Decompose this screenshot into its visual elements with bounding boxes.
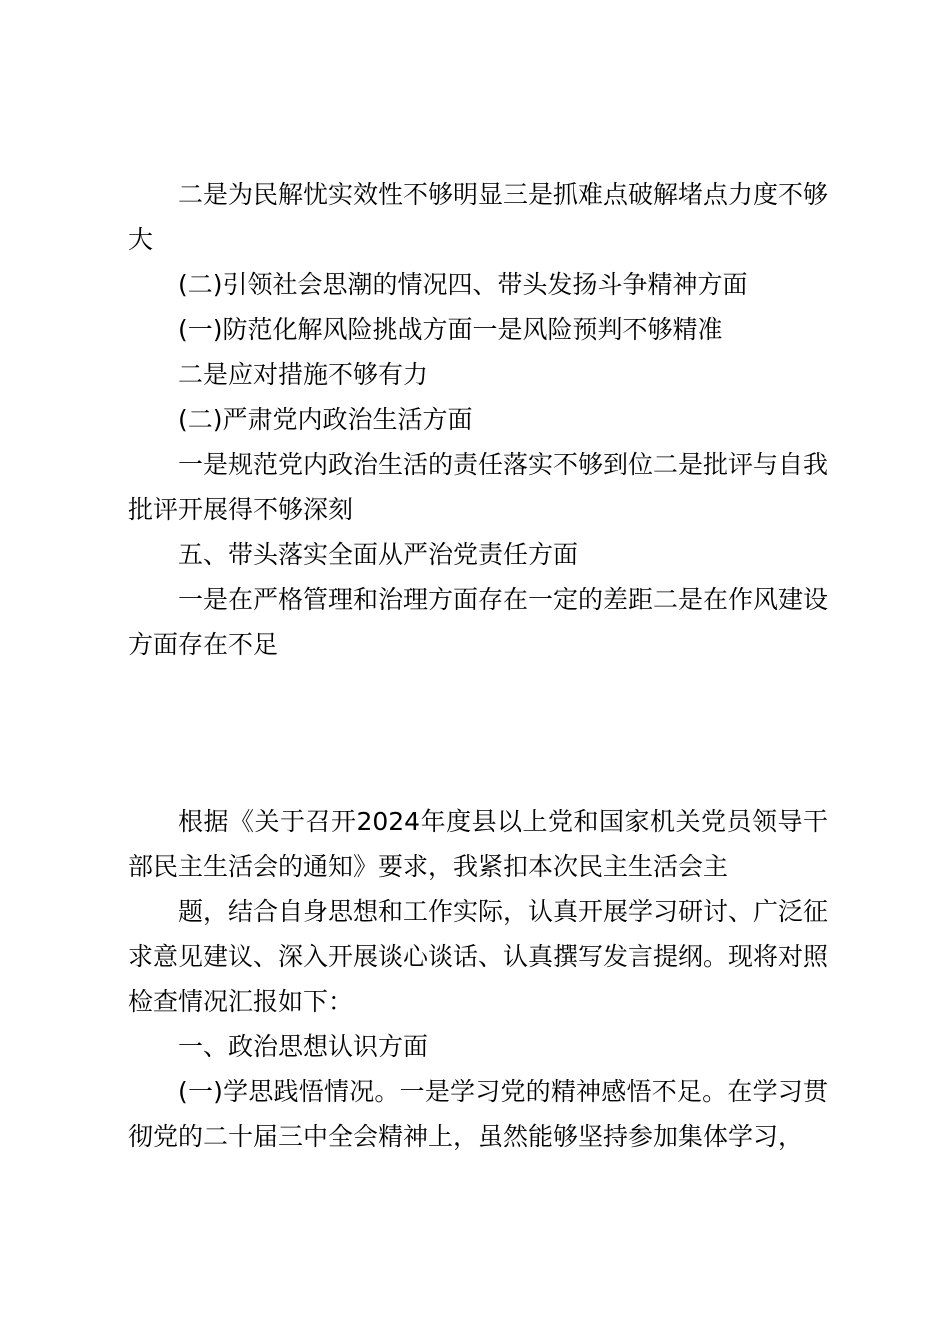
paragraph: (二)引领社会思潮的情况四、带头发扬斗争精神方面 xyxy=(178,270,748,299)
paragraph: 一是规范党内政治生活的责任落实不够到位二是批评与自我批评开展得不够深刻 xyxy=(128,450,829,524)
paragraph: 题，结合自身思想和工作实际，认真开展学习研讨、广泛征求意见建议、深入开展谈心谈话、认真撰写发言提纲。现将对照检查情况汇报如下： xyxy=(128,897,829,1016)
paragraph: 一是在严格管理和治理方面存在一定的差距二是在作风建设方面存在不足 xyxy=(128,585,829,659)
paragraph: 二是应对措施不够有力 xyxy=(178,360,429,389)
text-block-bottom xyxy=(128,799,828,1159)
paragraph: 二是为民解忧实效性不够明显三是抓难点破解堵点力度不够大 xyxy=(128,180,829,254)
paragraph: 根据《关于召开2024年度县以上党和国家机关党员领导干部民主生活会的通知》要求，我紧扣本次民主生活会主 xyxy=(128,807,828,881)
text-block-top xyxy=(128,172,828,667)
paragraph: (二)严肃党内政治生活方面 xyxy=(178,405,473,434)
paragraph: (一)学思践悟情况。一是学习党的精神感悟不足。在学习贯彻党的二十届三中全会精神上，虽然能够坚持参加集体学习， xyxy=(128,1077,828,1151)
paragraph: (一)防范化解风险挑战方面一是风险预判不够精准 xyxy=(178,315,723,344)
section-heading: 一、政治思想认识方面 xyxy=(178,1032,429,1061)
paragraph: 五、带头落实全面从严治党责任方面 xyxy=(178,540,579,569)
